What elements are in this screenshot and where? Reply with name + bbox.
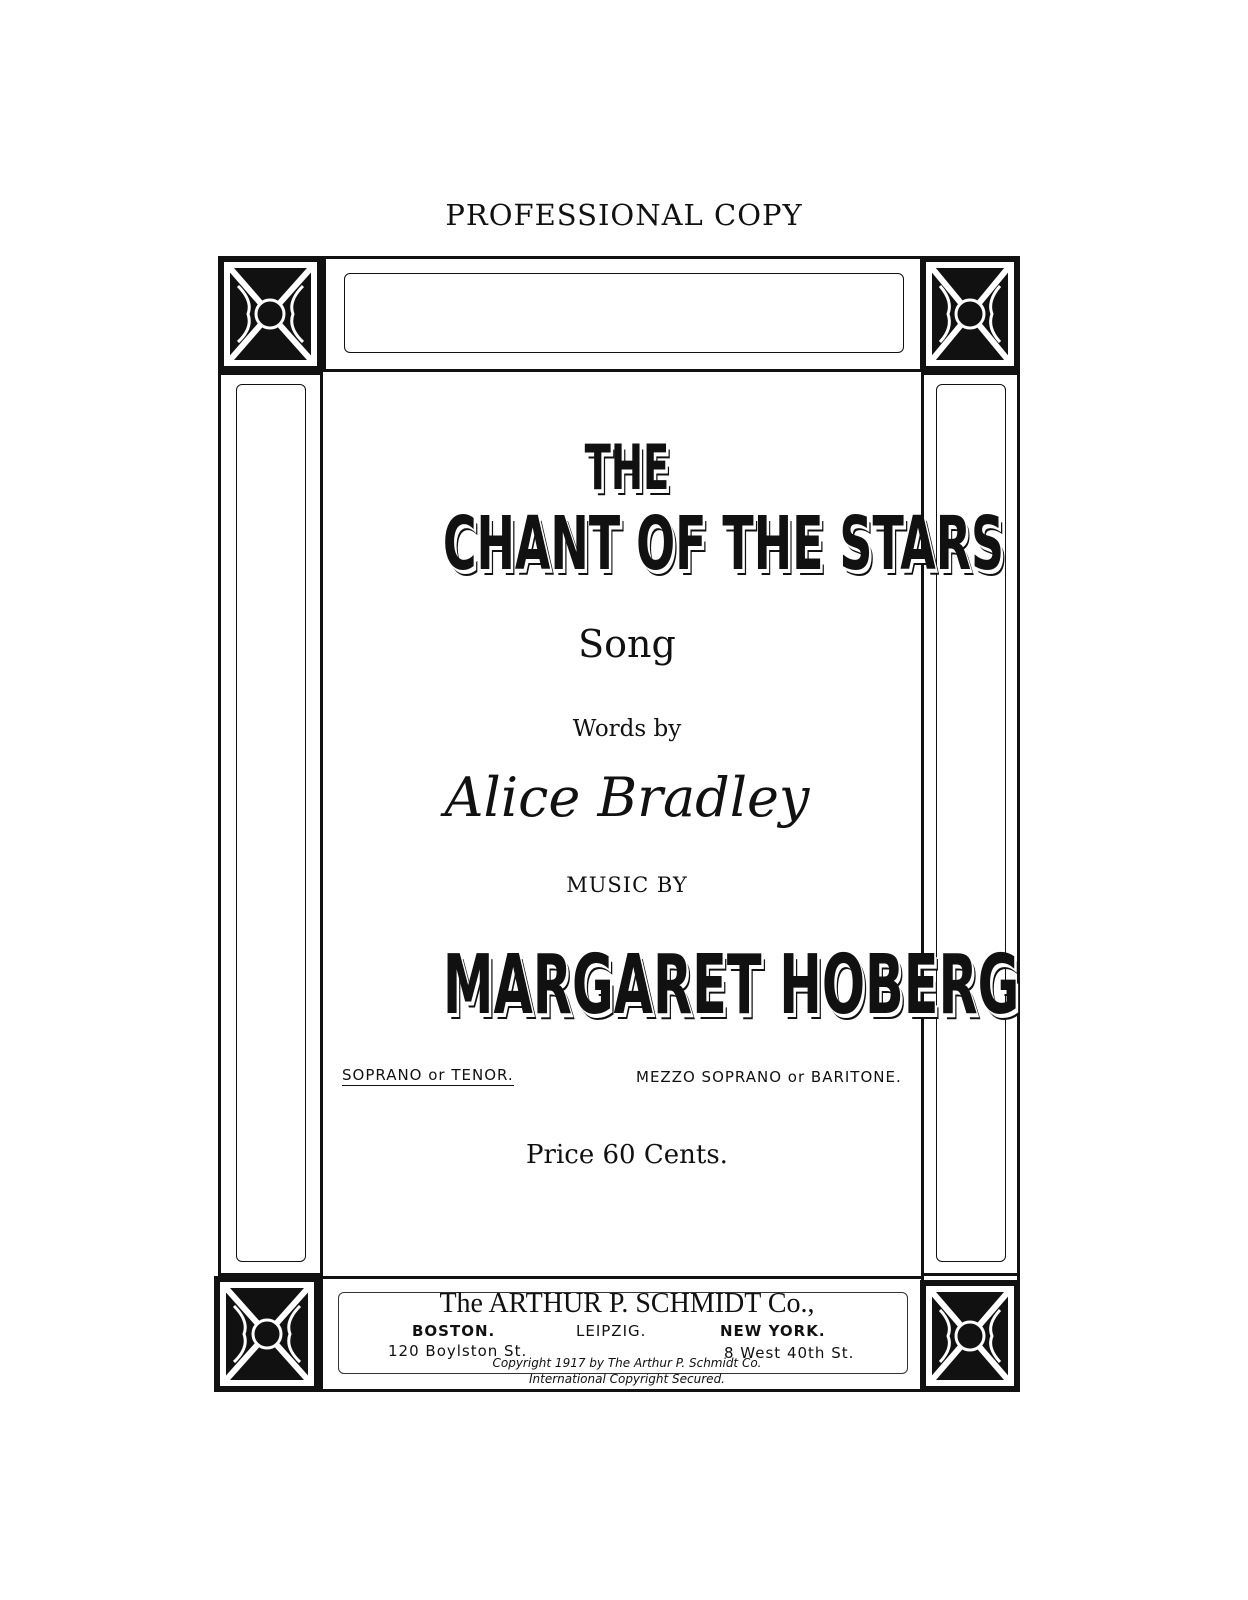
composer-name: MARGARET HOBERG [442, 938, 1020, 1033]
subtitle: Song [578, 622, 676, 666]
ornament-top-left-icon [218, 256, 323, 372]
international-copyright-line: International Copyright Secured. [528, 1372, 725, 1386]
lyricist-name: Alice Bradley [444, 766, 810, 829]
city-boston: BOSTON. [412, 1322, 496, 1340]
copyright-line: Copyright 1917 by The Arthur P. Schmidt Co. [492, 1356, 762, 1370]
ornament-bottom-right-icon [920, 1280, 1020, 1392]
voice-high-label: SOPRANO or TENOR. [342, 1066, 514, 1084]
left-column-panel [236, 384, 306, 1262]
city-new-york: NEW YORK. [720, 1322, 826, 1340]
ornament-bottom-left-icon [214, 1276, 320, 1392]
address-boston: 120 Boylston St. [388, 1342, 528, 1360]
city-leipzig: LEIPZIG. [576, 1322, 647, 1340]
professional-copy-label: PROFESSIONAL COPY [445, 198, 803, 232]
top-empty-panel [344, 273, 904, 353]
ornament-top-right-icon [920, 256, 1020, 372]
address-new-york: 8 West 40th St. [724, 1344, 855, 1362]
price: Price 60 Cents. [526, 1140, 728, 1170]
music-by-label: MUSIC BY [566, 873, 688, 897]
publisher-name: The ARTHUR P. SCHMIDT Co., [439, 1288, 815, 1319]
title-line-2: CHANT OF THE STARS [442, 501, 1005, 587]
words-by-label: Words by [572, 716, 682, 742]
voice-low-label: MEZZO SOPRANO or BARITONE. [636, 1068, 902, 1086]
title-line-1: THE [584, 431, 670, 504]
